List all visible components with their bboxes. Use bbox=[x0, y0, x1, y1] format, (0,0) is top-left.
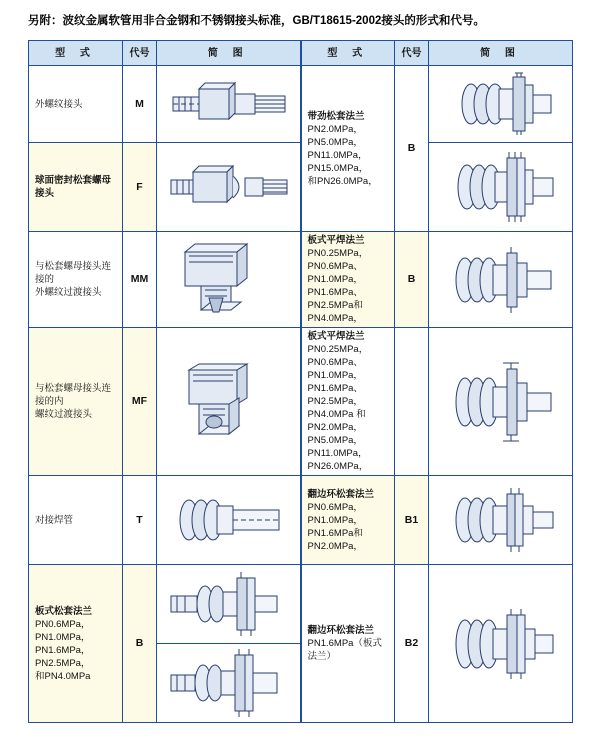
right-figure-3 bbox=[429, 328, 573, 476]
left-figure-4 bbox=[157, 328, 301, 476]
figure-plate-loose-flange-a bbox=[157, 568, 301, 640]
right-figure-5 bbox=[429, 565, 573, 723]
left-figure-2 bbox=[157, 143, 301, 232]
standard-fittings-table bbox=[28, 40, 572, 723]
right-figure-1a bbox=[429, 66, 573, 143]
right-figure-4 bbox=[429, 476, 573, 565]
figure-female-thread-adapter bbox=[157, 362, 301, 442]
header-right-code: 代号 bbox=[395, 41, 429, 66]
left-code-3: MM bbox=[123, 232, 157, 328]
left-desc-5: 对接焊管 bbox=[29, 476, 123, 565]
figure-male-thread-adapter bbox=[157, 242, 301, 318]
header-left-code: 代号 bbox=[123, 41, 157, 66]
header-right-figure: 简 图 bbox=[429, 41, 573, 66]
left-code-2: F bbox=[123, 143, 157, 232]
left-figure-3 bbox=[157, 232, 301, 328]
left-figure-6b bbox=[157, 644, 301, 723]
left-desc-3: 与松套螺母接头连接的 外螺纹过渡接头 bbox=[29, 232, 123, 328]
table-row bbox=[29, 232, 573, 328]
right-code-2: B bbox=[395, 232, 429, 328]
figure-ribbed-loose-flange-a bbox=[429, 71, 573, 137]
table-row bbox=[29, 328, 573, 476]
right-code-5: B2 bbox=[395, 565, 429, 723]
right-code-3 bbox=[395, 328, 429, 476]
right-desc-1: 带劲松套法兰 PN2.0MPa，PN5.0MPa， PN11.0MPa，PN15.0MPa， 和PN26.0MPa， bbox=[301, 66, 395, 232]
right-desc-3: 板式平焊法兰 PN0.25MPa，PN0.6MPa、 PN1.0MPa，PN1.6MPa、 PN2.5MPa，PN4.0MPa 和 PN2.0MPa，PN5.0MPa， PN11.0MPa，PN26.0MPa， bbox=[301, 328, 395, 476]
right-code-4: B1 bbox=[395, 476, 429, 565]
left-code-1: M bbox=[123, 66, 157, 143]
left-figure-5 bbox=[157, 476, 301, 565]
right-figure-2 bbox=[429, 232, 573, 328]
figure-plate-loose-flange-b bbox=[157, 647, 301, 719]
left-desc-6: 板式松套法兰 PN0.6MPa，PN1.0MPa， PN1.6MPa，PN2.5MPa， 和PN4.0MPa bbox=[29, 565, 123, 723]
right-desc-2: 板式平焊法兰 PN0.25MPa，PN0.6MPa、 PN1.0MPa，PN1.6MPa、 PN2.5MPa和PN4.0MPa， bbox=[301, 232, 395, 328]
figure-threaded-male-fitting bbox=[157, 75, 301, 133]
figure-ribbed-loose-flange-b bbox=[429, 150, 573, 224]
right-desc-5: 翻边环松套法兰 PN1.6MPa（板式法兰） bbox=[301, 565, 395, 723]
table-row bbox=[29, 565, 573, 644]
figure-plate-welding-flange-a bbox=[429, 241, 573, 319]
left-figure-1 bbox=[157, 66, 301, 143]
left-code-5: T bbox=[123, 476, 157, 565]
left-code-4: MF bbox=[123, 328, 157, 476]
header-right-type: 型 式 bbox=[301, 41, 395, 66]
page-title: 另附：波纹金属软管用非合金钢和不锈钢接头标准，GB/T18615-2002接头的形式和代号。 bbox=[28, 15, 485, 27]
right-code-1: B bbox=[395, 66, 429, 232]
header-left-type: 型 式 bbox=[29, 41, 123, 66]
fittings-table bbox=[28, 40, 573, 723]
left-desc-2: 球面密封松套螺母接头 bbox=[29, 143, 123, 232]
table-header-row bbox=[29, 41, 573, 66]
figure-plate-welding-flange-b bbox=[429, 359, 573, 445]
table-row bbox=[29, 66, 573, 143]
figure-butt-weld-pipe bbox=[157, 484, 301, 556]
figure-spherical-seal-nut-fitting bbox=[157, 156, 301, 218]
table-row bbox=[29, 476, 573, 565]
left-code-6: B bbox=[123, 565, 157, 723]
right-figure-1b bbox=[429, 143, 573, 232]
header-left-figure: 简 图 bbox=[157, 41, 301, 66]
left-figure-6a bbox=[157, 565, 301, 644]
figure-lap-joint-flange-b2 bbox=[429, 569, 573, 719]
figure-lap-joint-flange-b1 bbox=[429, 480, 573, 560]
right-desc-4: 翻边环松套法兰 PN0.6MPa，PN1.0MPa， PN1.6MPa和PN2.0MPa， bbox=[301, 476, 395, 565]
left-desc-1: 外螺纹接头 bbox=[29, 66, 123, 143]
left-desc-4: 与松套螺母接头连接的内 螺纹过渡接头 bbox=[29, 328, 123, 476]
